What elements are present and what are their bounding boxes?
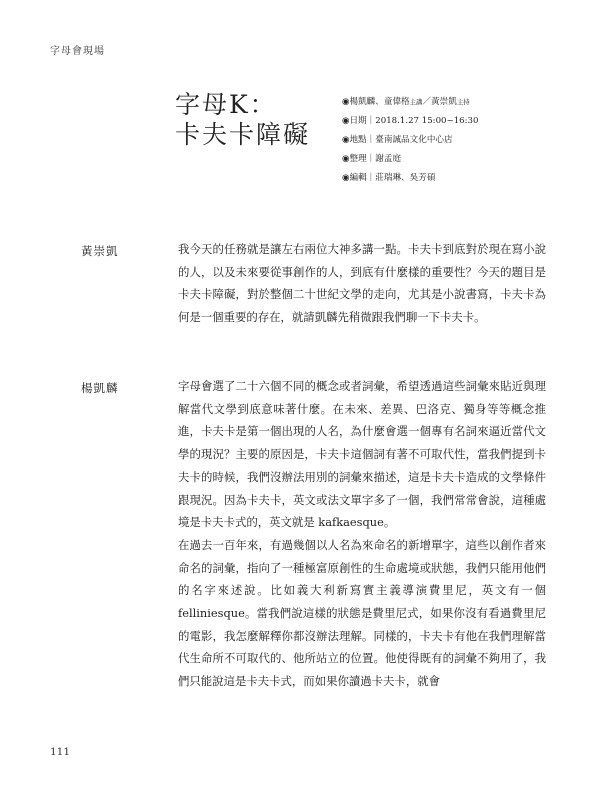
host-role: 主持 xyxy=(456,98,470,106)
credits-block xyxy=(342,93,478,188)
credits-date: ◉日期｜2018.1.27 15:00~16:30 xyxy=(342,116,479,126)
speech-block-2 xyxy=(178,375,546,693)
speaker-label-2: 楊凱麟 xyxy=(81,381,119,395)
paragraph: 字母會選了二十六個不同的概念或者詞彙，希望透過這些詞彙來貼近與理解當代文學到底意味著什麼。在未來、差異、巴洛克、獨身等等概念推進，卡夫卡是第一個出現的人名，為什麼會選一個專有名詞來逼近當代文學的現況？主要的原因是，卡夫卡這個詞有著不可取代性，當我們提到卡夫卡的時候，我們沒辦法用別的詞彙來描述，這是卡夫卡造成的文學條件跟現況。因為卡夫卡，英文或法文單字多了一個，我們常常會說，這種處境是卡夫卡式的，英文就是 kafkaesque。 xyxy=(178,379,546,530)
credits-location: ◉地點｜臺南誠品文化中心店 xyxy=(342,135,453,145)
speaker-label-1: 黃崇凱 xyxy=(81,244,119,258)
paragraph: 我今天的任務就是讓左右兩位大神多講一點。卡夫卡到底對於現在寫小說的人，以及未來要從事創作的人，到底有什麼樣的重要性？今天的題目是卡夫卡障礙，對於整個二十世紀文學的走向，尤其是小說書寫，卡夫卡為何是一個重要的存在，就請凱麟先稍微跟我們聊一下卡夫卡。 xyxy=(178,242,546,325)
credits-editors: ◉編輯｜莊瑞琳、吳芳碩 xyxy=(342,173,436,183)
running-head: 字母會現場 xyxy=(50,46,105,57)
speakers-names: ◉楊凱麟、童偉格 xyxy=(342,97,410,107)
host-name: ／黃崇凱 xyxy=(422,97,457,107)
article-title xyxy=(175,90,310,150)
speech-block-1 xyxy=(178,238,546,329)
credits-transcript: ◉整理｜謝孟庭 xyxy=(342,154,402,164)
title-line-2: 卡夫卡障礙 xyxy=(175,120,311,149)
speakers-role: 主講 xyxy=(409,98,423,106)
credits-speakers xyxy=(342,93,478,112)
paragraph: 在過去一百年來，有過幾個以人名為來命名的新增單字，這些以創作者來命名的詞彙，指向了一種極富原創性的生命處境或狀態，我們只能用他們的名字來述說。比如義大利新寫實主義導演費里尼，英文有一個 felliniesque。當我們說這樣的狀態是費里尼式，如果你沒有看過費里尼的電影，我怎麼解釋你都沒辦法理解。同樣的，卡夫卡有他在我們理解當代生命所不可取代的、他所站立的位置。他使得既有的詞彙不夠用了，我們只能說這是卡夫卡式，而如果你讀過卡夫卡，就會 xyxy=(178,537,546,689)
page-number: 111 xyxy=(50,746,71,758)
title-line-1: 字母K： xyxy=(175,90,277,119)
